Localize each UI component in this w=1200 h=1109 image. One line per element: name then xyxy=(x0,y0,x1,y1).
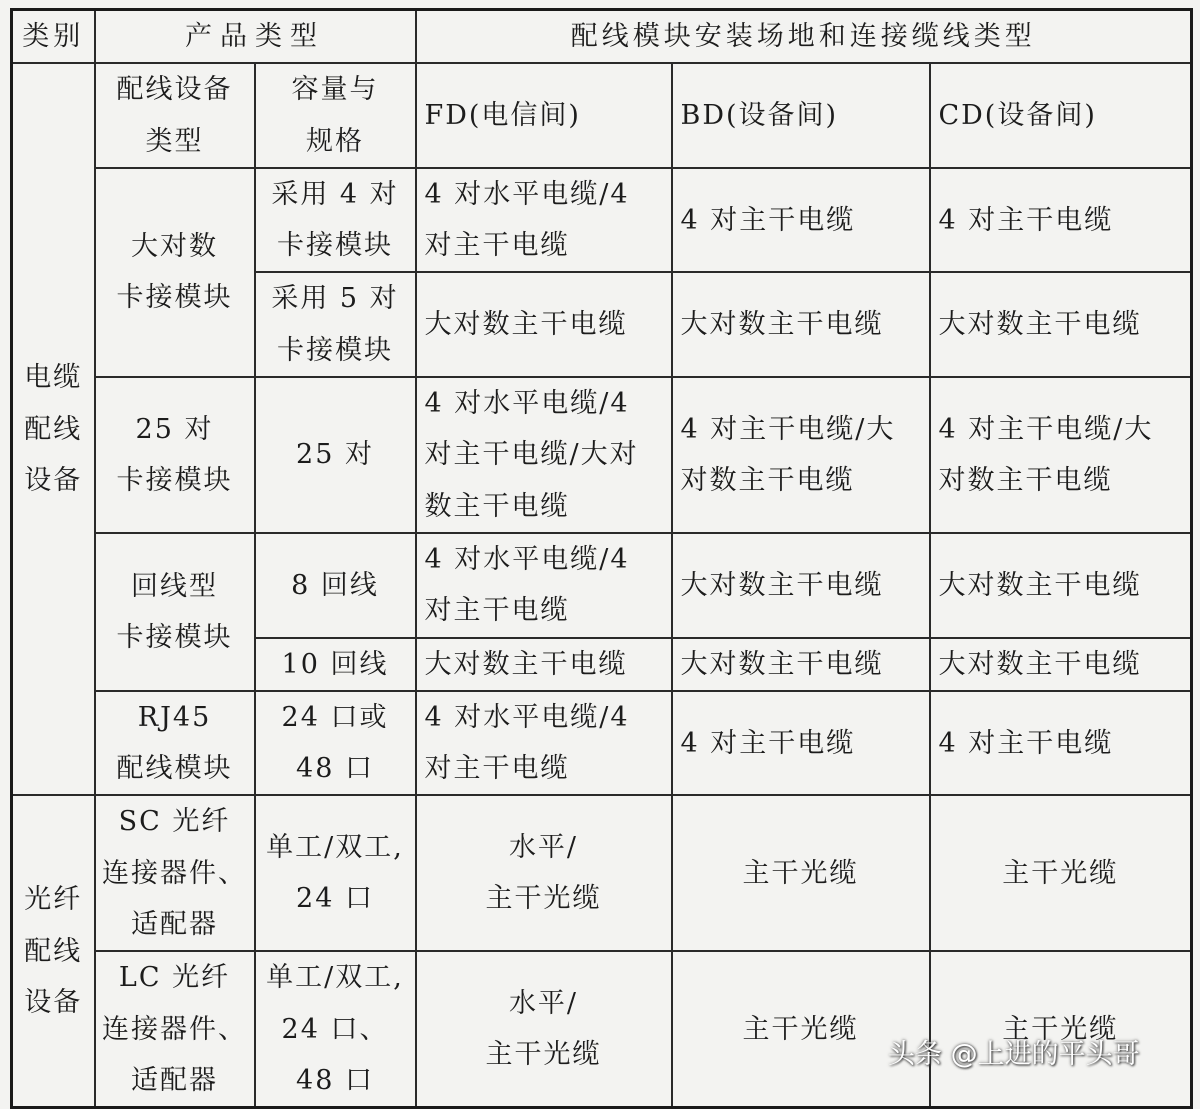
capacity-cell: 25 对 xyxy=(255,377,416,533)
bd-cell: 4 对主干电缆 xyxy=(672,691,930,796)
device-cell: LC 光纤 连接器件、 适配器 xyxy=(95,951,255,1107)
header-installation: 配线模块安装场地和连接缆线类型 xyxy=(416,10,1192,64)
fd-cell: 水平/ 主干光缆 xyxy=(416,951,672,1107)
group-fiber: 光纤 配线 设备 xyxy=(12,795,95,1107)
cd-cell: 大对数主干电缆 xyxy=(930,638,1192,691)
watermark: 头条 @上进的平头哥 xyxy=(888,1039,1140,1070)
cd-cell: 4 对主干电缆 xyxy=(930,691,1192,796)
bd-cell: 主干光缆 xyxy=(672,795,930,951)
cd-cell: 主干光缆 xyxy=(930,951,1192,1107)
cabling-table xyxy=(10,8,1193,1109)
fd-cell: 4 对水平电缆/4 对主干电缆 xyxy=(416,533,672,638)
capacity-cell: 10 回线 xyxy=(255,638,416,691)
bd-cell: 主干光缆 xyxy=(672,951,930,1107)
subheader-fd: FD(电信间) xyxy=(416,63,672,168)
bd-cell: 大对数主干电缆 xyxy=(672,533,930,638)
fd-cell: 4 对水平电缆/4 对主干电缆 xyxy=(416,691,672,796)
capacity-cell: 单工/双工, 24 口、 48 口 xyxy=(255,951,416,1107)
capacity-cell: 8 回线 xyxy=(255,533,416,638)
capacity-cell: 24 口或 48 口 xyxy=(255,691,416,796)
cd-cell: 4 对主干电缆/大 对数主干电缆 xyxy=(930,377,1192,533)
device-cell: 大对数 卡接模块 xyxy=(95,168,255,377)
fd-cell: 4 对水平电缆/4 对主干电缆 xyxy=(416,168,672,273)
bd-cell: 4 对主干电缆 xyxy=(672,168,930,273)
header-product-type: 产品类型 xyxy=(95,10,416,64)
fd-cell: 大对数主干电缆 xyxy=(416,272,672,377)
capacity-cell: 采用 4 对 卡接模块 xyxy=(255,168,416,273)
capacity-cell: 采用 5 对 卡接模块 xyxy=(255,272,416,377)
subheader-capacity: 容量与 规格 xyxy=(255,63,416,168)
bd-cell: 大对数主干电缆 xyxy=(672,272,930,377)
fd-cell: 水平/ 主干光缆 xyxy=(416,795,672,951)
cd-cell: 主干光缆 xyxy=(930,795,1192,951)
bd-cell: 大对数主干电缆 xyxy=(672,638,930,691)
bd-cell: 4 对主干电缆/大 对数主干电缆 xyxy=(672,377,930,533)
subheader-bd: BD(设备间) xyxy=(672,63,930,168)
device-cell: SC 光纤 连接器件、 适配器 xyxy=(95,795,255,951)
cd-cell: 4 对主干电缆 xyxy=(930,168,1192,273)
subheader-cd: CD(设备间) xyxy=(930,63,1192,168)
fd-cell: 大对数主干电缆 xyxy=(416,638,672,691)
subheader-device-type: 配线设备 类型 xyxy=(95,63,255,168)
cd-cell: 大对数主干电缆 xyxy=(930,272,1192,377)
capacity-cell: 单工/双工, 24 口 xyxy=(255,795,416,951)
device-cell: RJ45 配线模块 xyxy=(95,691,255,796)
device-cell: 25 对 卡接模块 xyxy=(95,377,255,533)
device-cell: 回线型 卡接模块 xyxy=(95,533,255,691)
cd-cell: 大对数主干电缆 xyxy=(930,533,1192,638)
group-cable: 电缆 配线 设备 xyxy=(12,63,95,795)
header-category: 类别 xyxy=(12,10,95,64)
fd-cell: 4 对水平电缆/4 对主干电缆/大对 数主干电缆 xyxy=(416,377,672,533)
